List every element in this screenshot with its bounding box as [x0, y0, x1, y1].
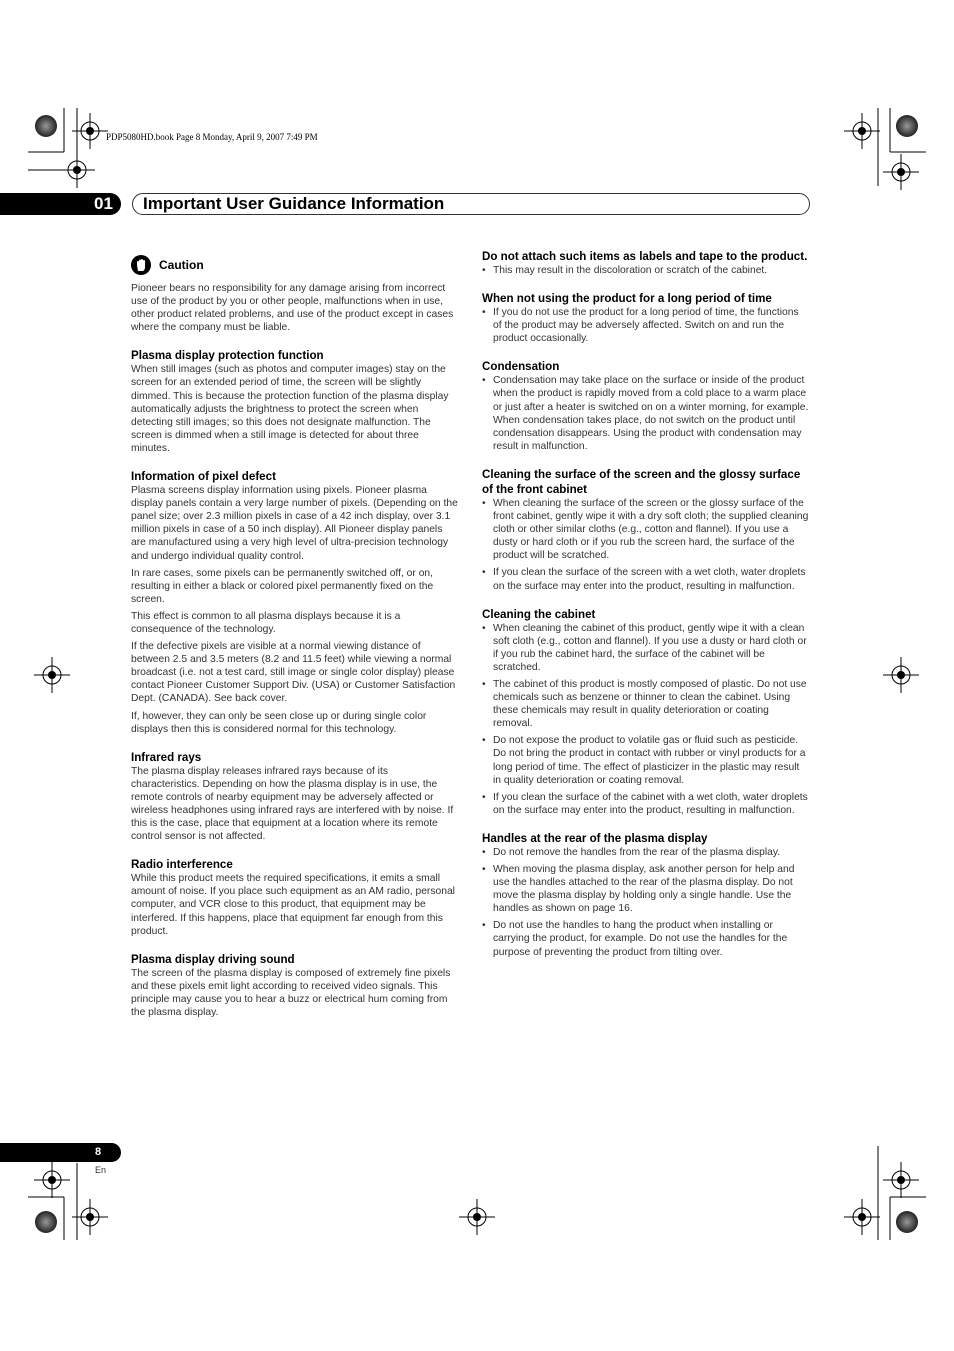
page-number: 8	[0, 1143, 121, 1162]
section-labels-tape	[482, 249, 810, 277]
caution-hand-icon	[131, 255, 151, 275]
bullet-list	[482, 374, 810, 453]
right-column	[482, 249, 810, 959]
bullet-list	[482, 497, 810, 593]
section-paragraph: While this product meets the required specifications, it emits a small amount of noise. If you place such equipment as an AM radio, personal computer, and VCR close to this product, that equipment may be interfered. If this happens, place that equipment far enough from this product.	[131, 873, 455, 937]
list-item: • When cleaning the surface of the screen or the glossy surface of the front cabinet, gently wipe it with a dry soft cloth; the supplied cleaning cloth or other similar cloths (e.g., cotton and flannel). If you use a dusty or hard cloth or if you rub the screen hard, the surface of the product will be scratched.	[482, 497, 810, 562]
section-handles	[482, 831, 810, 959]
section-heading: Do not attach such items as labels and tape to the product.	[482, 250, 808, 263]
bullet-list	[482, 846, 810, 959]
section-infrared-rays	[131, 750, 459, 844]
section-paragraph: Plasma screens display information using pixels. Pioneer plasma display panels contain a very large number of pixels. (Depending on the panel size; over 2.3 million pixels in case of a 42 inch display, over 3.1 million pixels in case of a 50 inch display). All Pioneer display panels are manufactured using a very high level of ultra-precision technology and undergo individual quality control.	[131, 485, 458, 562]
section-paragraph: In rare cases, some pixels can be permanently switched off, or on, resulting in either a black or colored pixel permanently fixed on the screen.	[131, 567, 434, 605]
section-paragraph: If, however, they can only be seen close up or during single color displays then this is considered normal for this technology.	[131, 710, 427, 735]
list-item: • If you clean the surface of the cabinet with a wet cloth, water droplets on the surface may enter into the product, resulting in malfunction.	[482, 791, 810, 817]
list-item: • If you do not use the product for a long period of time, the functions of the product may be adversely affected. Switch on and run the product occasionally.	[482, 306, 810, 345]
section-heading: When not using the product for a long period of time	[482, 292, 772, 306]
section-heading: Information of pixel defect	[131, 470, 276, 484]
list-item: • The cabinet of this product is mostly composed of plastic. Do not use chemicals such as benzene or thinner to clean the cabinet. Using these chemicals may result in quality deterioration or coating removal.	[482, 678, 810, 730]
list-item: • When cleaning the cabinet of this product, gently wipe it with a clean soft cloth (e.g., cotton and flannel). If you use a dusty or hard cloth or if you rub the cabinet hard, the surface of the cabinet will be scratched.	[482, 622, 810, 674]
section-protection-function	[131, 348, 459, 455]
list-item: • If you clean the surface of the screen with a wet cloth, water droplets on the surface may enter into the product, resulting in malfunction.	[482, 566, 810, 592]
list-item: • This may result in the discoloration or scratch of the cabinet.	[482, 264, 810, 277]
list-item: • Do not use the handles to hang the product when installing or carrying the product, for example. Do not use the handles for the purpose of preventing the product from tilting over.	[482, 919, 810, 958]
section-paragraph: The screen of the plasma display is composed of extremely fine pixels and these pixels emit light according to received video signals. This principle may cause you to hear a buzz or electrical hum coming from the plasma display.	[131, 967, 451, 1019]
section-driving-sound	[131, 952, 459, 1019]
left-column	[131, 249, 459, 1019]
section-paragraph: This effect is common to all plasma displays because it is a consequence of the technology.	[131, 610, 401, 635]
section-heading: Cleaning the cabinet	[482, 607, 596, 621]
section-heading: Cleaning the surface of the screen and the glossy surface of the front cabinet	[482, 467, 801, 496]
section-radio-interference	[131, 857, 459, 937]
section-heading: Infrared rays	[131, 750, 202, 764]
section-heading: Plasma display protection function	[131, 349, 324, 363]
caution-intro: Pioneer bears no responsibility for any damage arising from incorrect use of the product by you or other people, malfunctions when in use, other product related problems, and use of the product except in cases where the company must be liable.	[131, 283, 454, 334]
caution-label: Caution	[159, 258, 204, 272]
section-paragraph: The plasma display releases infrared rays because of its characteristics. Depending on how the plasma display is in use, the remote controls of nearby equipment may be adversely affected or wireless headphones using infrared rays are interfered with by noise. If this is the case, place that equipment at a location where its remote control sensor is not affected.	[131, 765, 454, 843]
section-cleaning-cabinet	[482, 607, 810, 817]
section-cleaning-screen	[482, 467, 810, 593]
page-language: En	[95, 1165, 107, 1175]
print-header: PDP5080HD.book Page 8 Monday, April 9, 2007 7:49 PM	[106, 132, 318, 142]
section-heading: Plasma display driving sound	[131, 952, 295, 966]
section-condensation	[482, 359, 810, 453]
list-item: • Do not remove the handles from the rear of the plasma display.	[482, 846, 810, 859]
section-pixel-defect	[131, 469, 459, 736]
section-heading: Handles at the rear of the plasma display	[482, 831, 708, 845]
list-item: • Condensation may take place on the surface or inside of the product when the product is rapidly moved from a cold place to a warm place or just after a heater is switched on on a winter morning, for example. When condensation takes place, do not switch on the product until condensation disappears. Using the product with condensation may result in malfunction.	[482, 374, 810, 453]
bullet-list	[482, 622, 810, 817]
section-heading: Condensation	[482, 360, 560, 374]
section-heading: Radio interference	[131, 858, 233, 872]
caution-heading	[131, 255, 459, 275]
bullet-list	[482, 306, 810, 345]
section-long-period	[482, 291, 810, 345]
chapter-title: Important User Guidance Information	[143, 194, 445, 213]
section-paragraph: If the defective pixels are visible at a normal viewing distance of between 2.5 and 3.5 meters (8.2 and 11.5 feet) while viewing a normal broadcast (i.e. not a test card, still image or single color display) please contact Pioneer Customer Support Div. (USA) or Customer Satisfaction Dept. (CANADA). See back cover.	[131, 641, 456, 705]
chapter-number: 01	[0, 193, 121, 215]
bullet-list	[482, 264, 810, 277]
list-item: • When moving the plasma display, ask another person for help and use the handles attached to the rear of the plasma display. Do not move the plasma display by holding only a single handle. Use the handles as shown on page 16.	[482, 863, 810, 915]
section-paragraph: When still images (such as photos and computer images) stay on the screen for an extended period of time, the screen will be slightly dimmed. This is because the protection function of the plasma display automatically adjusts the brightness to protect the screen when detecting still images; so this does not designate malfunction. The screen is dimmed when a still image is detected for about three minutes.	[131, 364, 449, 454]
list-item: • Do not expose the product to volatile gas or fluid such as pesticide. Do not bring the product in contact with rubber or vinyl products for a long period of time. The effect of plasticizer in the plastic may result in quality deterioration or coating removal.	[482, 734, 810, 786]
